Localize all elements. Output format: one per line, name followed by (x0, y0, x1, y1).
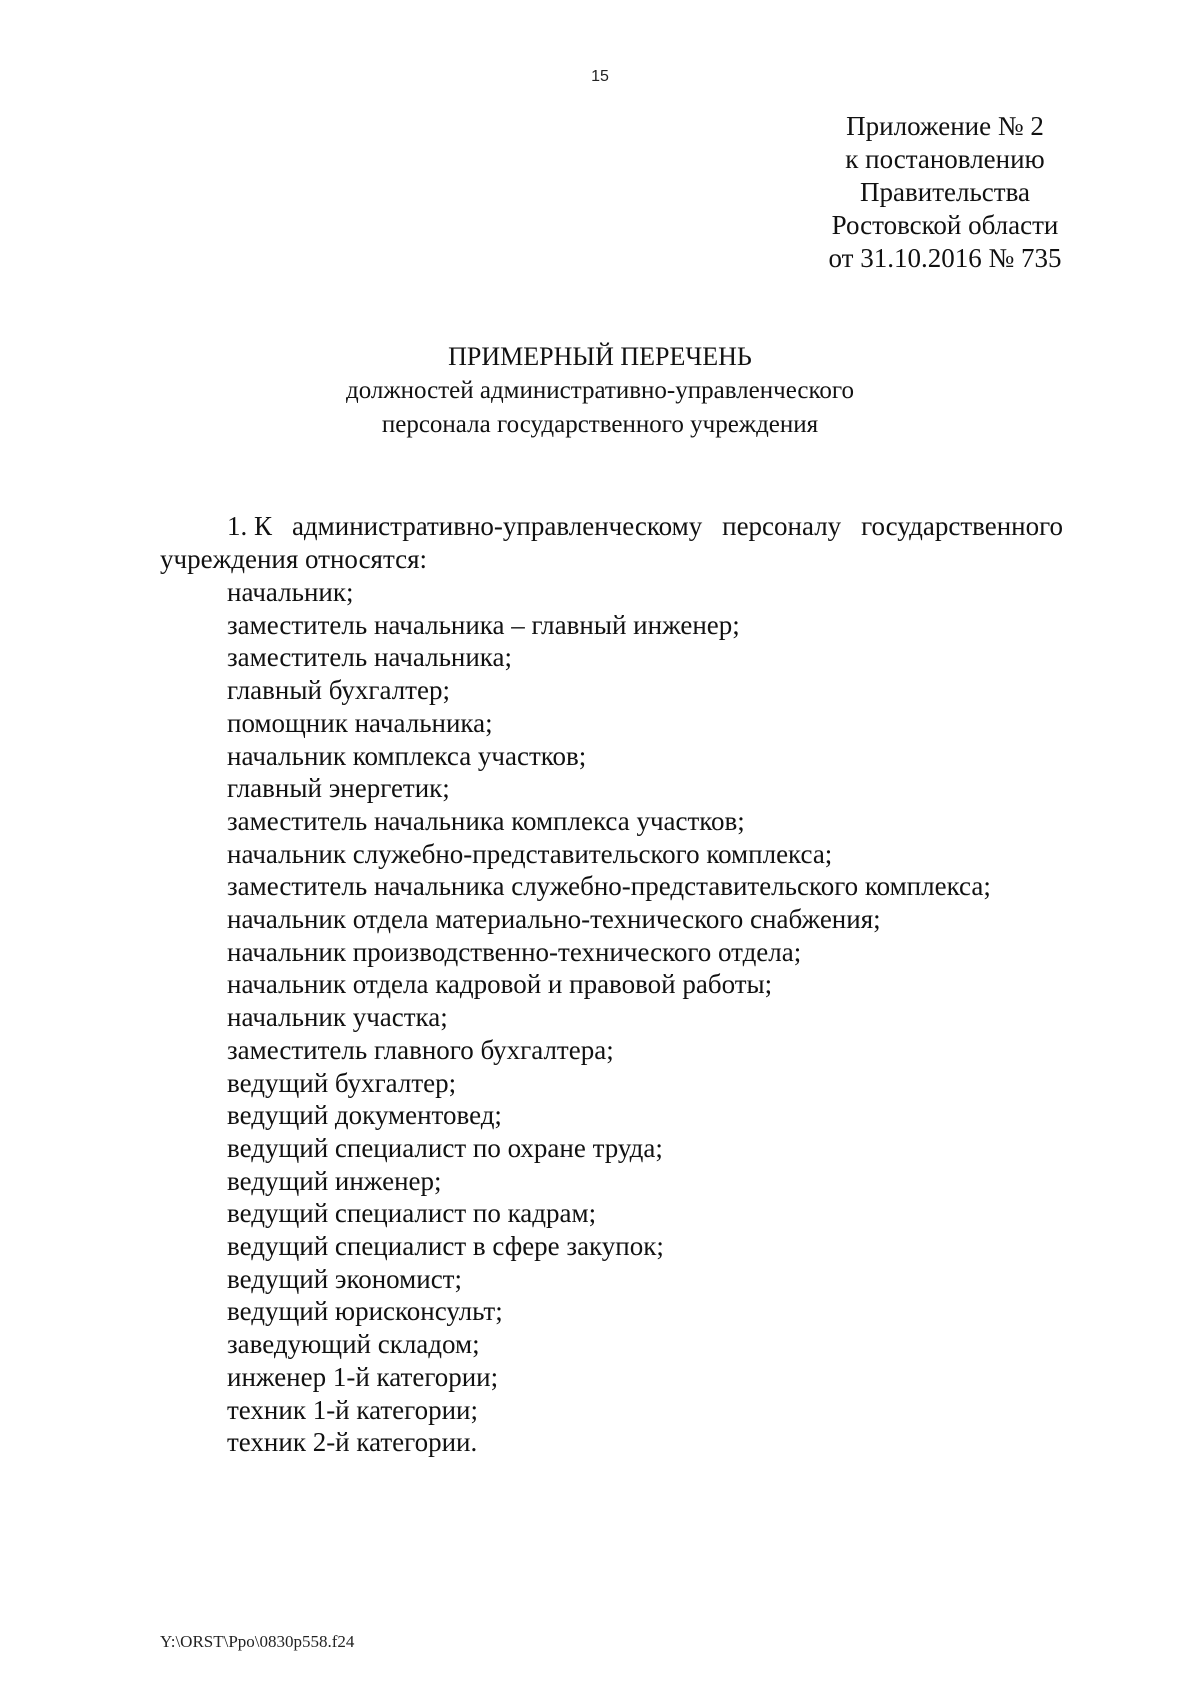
intro-line-2: учреждения относятся: (160, 544, 428, 574)
appendix-line: от 31.10.2016 № 735 (828, 243, 1062, 273)
intro-word: персоналу (722, 511, 842, 541)
list-item: ведущий юрисконсульт; (227, 1296, 503, 1327)
list-item: начальник отдела материально-технического снабжения; (227, 904, 881, 935)
list-item: заместитель начальника служебно-представительского комплекса; (227, 871, 991, 902)
list-item: заместитель начальника – главный инженер; (227, 609, 740, 640)
list-item: ведущий инженер; (227, 1165, 442, 1196)
list-item: техник 1-й категории; (227, 1394, 478, 1425)
list-item: заведующий складом; (227, 1329, 480, 1360)
list-item: ведущий специалист по охране труда; (227, 1132, 663, 1163)
list-item: начальник служебно-представительского комплекса; (227, 838, 833, 869)
appendix-line: Ростовской области (831, 210, 1059, 240)
list-item: главный энергетик; (227, 773, 450, 804)
intro-line-1 (160, 510, 1063, 543)
list-item: помощник начальника; (227, 707, 493, 738)
appendix-line: к постановлению (845, 144, 1045, 174)
list-item: главный бухгалтер; (227, 675, 450, 706)
list-item: заместитель начальника; (227, 642, 512, 673)
list-item: начальник участка; (227, 1002, 448, 1033)
list-item: начальник; (227, 577, 354, 607)
positions-list (227, 576, 991, 1459)
list-item: начальник производственно-технического отдела; (227, 936, 802, 967)
intro-paragraph (160, 510, 1063, 576)
list-item: ведущий экономист; (227, 1263, 462, 1294)
intro-word: 1. К (227, 511, 273, 541)
appendix-line: Приложение № 2 (846, 111, 1044, 141)
title-line-3: персонала государственного учреждения (381, 411, 819, 438)
title-line-2: должностей административно-управленческого (345, 377, 855, 404)
page-number: 15 (591, 68, 609, 85)
appendix-line: Правительства (860, 177, 1030, 207)
list-item: ведущий специалист в сфере закупок; (227, 1231, 664, 1262)
list-item: заместитель главного бухгалтера; (227, 1034, 614, 1065)
list-item: инженер 1-й категории; (227, 1361, 499, 1392)
list-item: начальник комплекса участков; (227, 740, 587, 771)
list-item: начальник отдела кадровой и правовой работы; (227, 969, 773, 1000)
list-item: ведущий документовед; (227, 1100, 502, 1131)
list-item: техник 2-й категории. (227, 1427, 478, 1458)
title-main: ПРИМЕРНЫЙ ПЕРЕЧЕНЬ (448, 342, 752, 371)
list-item: заместитель начальника комплекса участков; (227, 805, 745, 836)
appendix-header (790, 110, 1100, 275)
list-item: ведущий бухгалтер; (227, 1067, 457, 1098)
footer-file-path: Y:\ORST\Ppo\0830p558.f24 (160, 1632, 355, 1651)
list-item: ведущий специалист по кадрам; (227, 1198, 597, 1229)
document-title (0, 340, 1200, 442)
intro-word: государственного (861, 511, 1063, 541)
intro-word: административно-управленческому (291, 511, 703, 541)
